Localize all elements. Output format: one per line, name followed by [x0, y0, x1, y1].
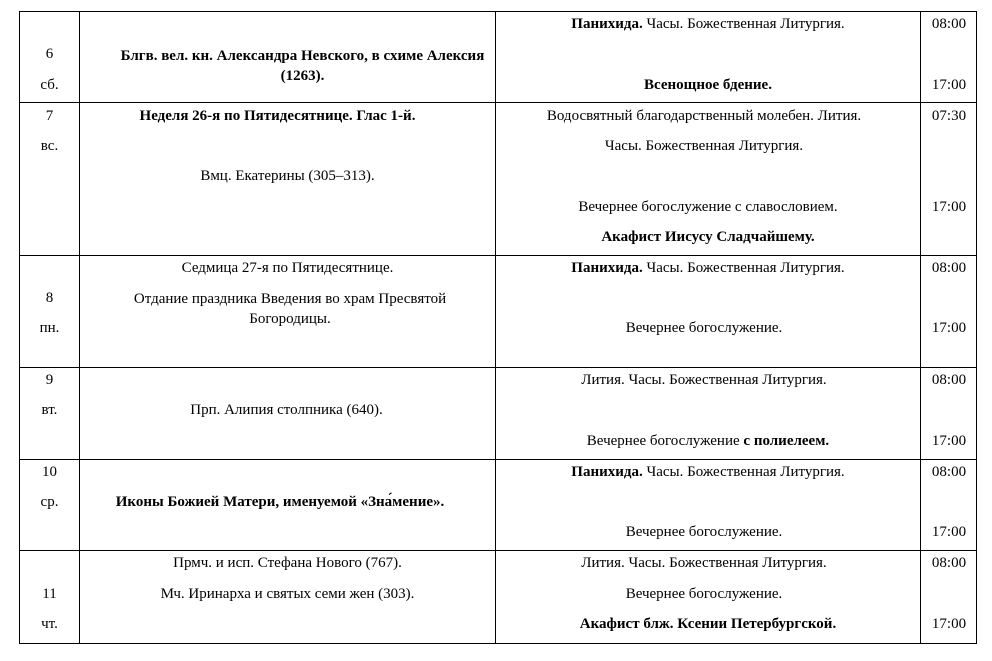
- saint-commemoration: Прмч. и исп. Стефана Нового (767).: [173, 555, 402, 571]
- weekday: пн.: [39, 320, 60, 336]
- day-number: 9: [45, 372, 54, 388]
- service-time: 17:00: [931, 320, 967, 336]
- saint-commemoration: Вмц. Екатерины (305–313).: [200, 168, 375, 184]
- saint-commemoration: Мч. Иринарха и святых семи жен (303).: [160, 586, 415, 602]
- service-time: 08:00: [931, 372, 967, 388]
- saint-commemoration: Отдание праздника Введения во храм Пресвятой Богородицы.: [133, 291, 447, 327]
- day-number: 8: [45, 290, 54, 306]
- saint-commemoration: Блгв. вел. кн. Александра Невского, в схиме Алексия (1263).: [120, 48, 485, 84]
- service-time: 08:00: [931, 464, 967, 480]
- row-divider: [19, 102, 977, 103]
- service-item: Вечернее богослужение с полиелеем.: [586, 433, 830, 449]
- weekday: сб.: [40, 77, 59, 93]
- row-divider: [19, 255, 977, 256]
- saint-commemoration: Иконы Божией Матери, именуемой «Зна́мение».: [115, 494, 445, 510]
- day-number: 6: [45, 46, 54, 62]
- service-time: 17:00: [931, 524, 967, 540]
- day-number: 10: [42, 464, 57, 480]
- service-item: Лития. Часы. Божественная Литургия.: [581, 555, 827, 571]
- table-border-bottom: [19, 643, 977, 644]
- service-item: Панихида. Часы. Божественная Литургия.: [571, 464, 845, 480]
- saint-commemoration: Неделя 26-я по Пятидесятнице. Глас 1-й.: [139, 108, 416, 124]
- day-number: 11: [42, 586, 57, 602]
- service-time: 07:30: [931, 108, 967, 124]
- row-divider: [19, 550, 977, 551]
- weekday: чт.: [41, 616, 58, 632]
- weekday: вс.: [40, 138, 59, 154]
- service-time: 17:00: [931, 199, 967, 215]
- service-item: Вечернее богослужение.: [625, 586, 783, 602]
- service-item: Панихида. Часы. Божественная Литургия.: [571, 16, 845, 32]
- row-divider: [19, 367, 977, 368]
- weekday: ср.: [40, 494, 59, 510]
- service-item: Панихида. Часы. Божественная Литургия.: [571, 260, 845, 276]
- service-time: 17:00: [931, 77, 967, 93]
- service-time: 08:00: [931, 16, 967, 32]
- service-item: Часы. Божественная Литургия.: [604, 138, 804, 154]
- service-item: Акафист Иисусу Сладчайшему.: [601, 229, 815, 245]
- service-item: Вечернее богослужение с славословием.: [578, 199, 838, 215]
- service-time: 17:00: [931, 616, 967, 632]
- saint-commemoration: Прп. Алипия столпника (640).: [190, 402, 383, 418]
- service-item: Водосвятный благодарственный молебен. Лития.: [546, 108, 862, 124]
- service-item: Всенощное бдение.: [644, 77, 772, 93]
- service-item: Акафист блж. Ксении Петербургской.: [579, 616, 837, 632]
- service-item: Вечернее богослужение.: [625, 320, 783, 336]
- row-divider: [19, 11, 977, 12]
- saint-commemoration: Седмица 27-я по Пятидесятнице.: [181, 260, 394, 276]
- row-divider: [19, 459, 977, 460]
- weekday: вт.: [41, 402, 58, 418]
- service-item: Вечернее богослужение.: [625, 524, 783, 540]
- service-time: 17:00: [931, 433, 967, 449]
- service-time: 08:00: [931, 555, 967, 571]
- day-number: 7: [45, 108, 54, 124]
- service-item: Лития. Часы. Божественная Литургия.: [581, 372, 827, 388]
- service-time: 08:00: [931, 260, 967, 276]
